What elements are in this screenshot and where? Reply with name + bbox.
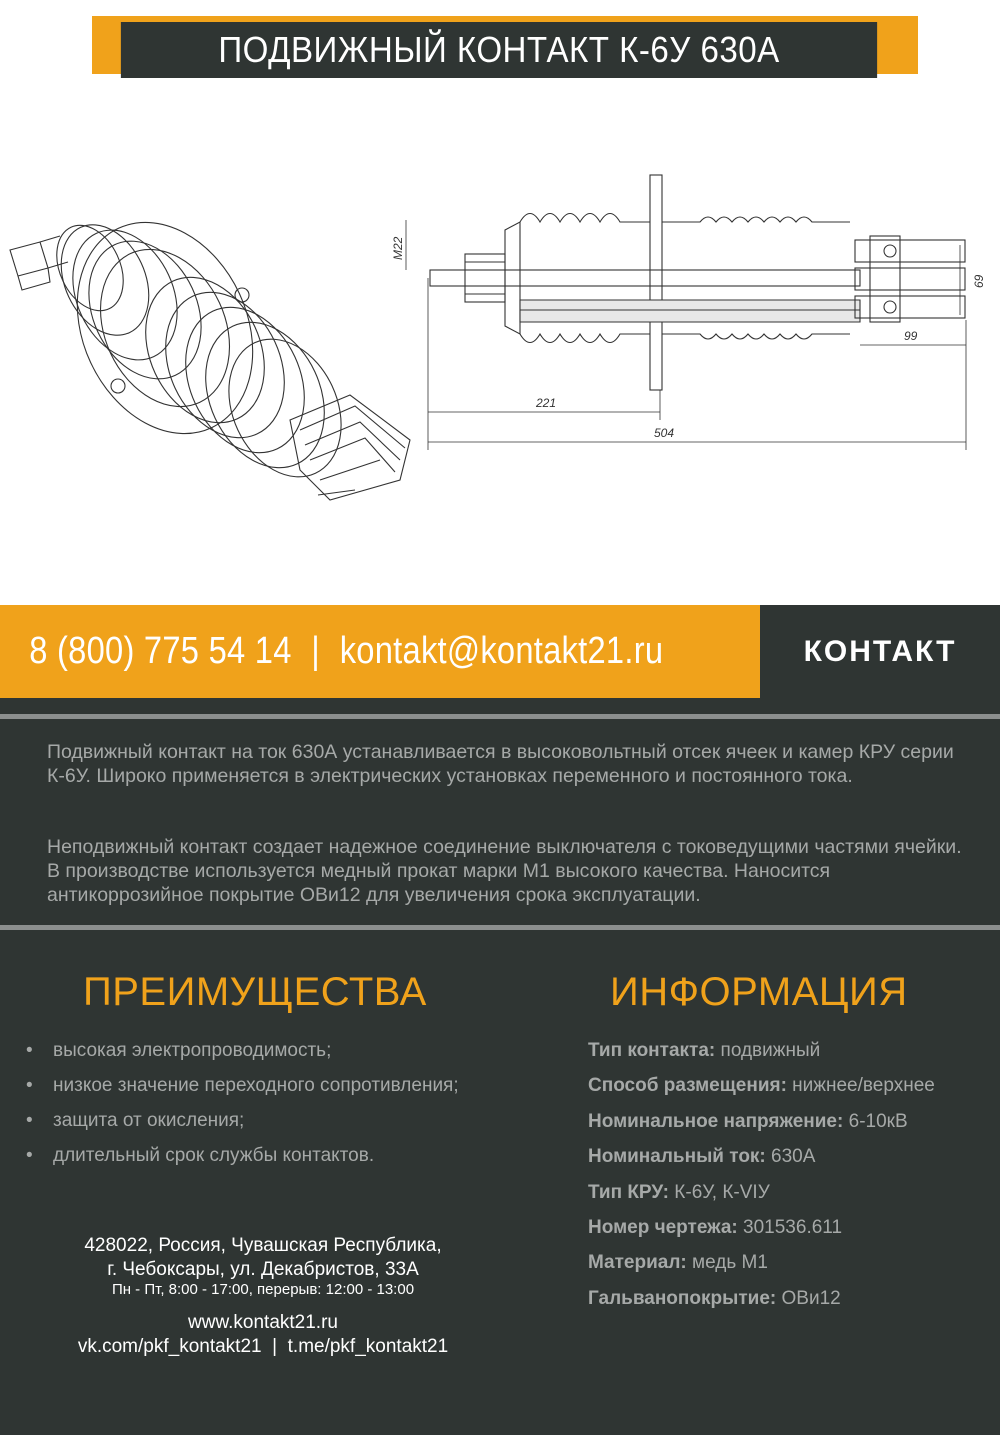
info-row [588,1075,935,1110]
page-title-text: ПОДВИЖНЫЙ КОНТАКТ К-6У 630А [218,29,780,70]
info-row [588,1252,935,1287]
info-label: Тип контакта: [588,1040,716,1061]
description-paragraph-2: Неподвижный контакт создает надежное соединение выключателя с токоведущими частями ячейки. В производстве используется медный прокат марки М1 высокого качества. Наносится антикоррозийное покрытие ОВи12 для увеличения срока эксплуатации. [47,836,962,906]
info-label: Номинальный ток: [588,1146,766,1168]
bullet-icon: • [26,1110,33,1131]
info-row [588,1217,935,1252]
contact-bar [0,605,760,698]
bullet-icon: • [26,1075,33,1096]
dim-221: 221 [536,396,557,410]
list-item [26,1145,459,1180]
info-label: Материал: [588,1252,687,1274]
bullet-icon: • [26,1040,33,1061]
info-value: ОВи12 [776,1287,841,1309]
advantages-list [26,1040,459,1180]
technical-drawing [0,150,1000,550]
dim-m22: M22 [391,236,405,260]
email-link[interactable]: kontakt@kontakt21.ru [339,630,664,672]
address-line-1: 428022, Россия, Чувашская Республика, [84,1235,442,1256]
section-view [430,175,965,390]
divider-middle [0,925,1000,930]
list-item [26,1110,459,1145]
info-label: Номинальное напряжение: [588,1110,844,1132]
list-item-text: длительный срок службы контактов. [53,1145,375,1166]
logo [760,605,1000,698]
website-link[interactable]: www.kontakt21.ru [188,1312,338,1333]
info-row [588,1288,935,1323]
dim-99: 99 [904,329,918,343]
info-row [588,1146,935,1181]
info-label: Номер чертежа: [588,1216,738,1238]
working-hours: Пн - Пт, 8:00 - 17:00, перерыв: 12:00 - 13:00 [111,1281,415,1298]
info-row [588,1040,935,1075]
information-heading: ИНФОРМАЦИЯ [610,970,908,1014]
info-label: Гальванопокрытие: [588,1287,777,1309]
info-value: медь М1 [686,1252,768,1274]
social-links[interactable]: vk.com/pkf_kontakt21 | t.me/pkf_kontakt21 [77,1336,449,1357]
list-item-text: высокая электропроводимость; [53,1040,332,1061]
description-paragraph-1: Подвижный контакт на ток 630А устанавливается в высоковольтный отсек ячеек и камер КРУ серии К-6У. Широко применяется в электрических установках переменного и постоянного тока. [47,741,954,787]
info-value: 301536.611 [737,1216,843,1238]
info-label: Тип КРУ: [588,1181,670,1203]
list-item-text: защита от окисления; [53,1110,245,1131]
address-line-2: г. Чебоксары, ул. Декабристов, 33А [107,1259,419,1280]
dim-504: 504 [654,426,675,440]
contact-separator: | [311,630,321,672]
info-value: К-6У, К-VIУ [669,1181,770,1203]
info-value: подвижный [715,1040,821,1061]
info-value: нижнее/верхнее [786,1075,935,1097]
logo-text: КОНТАКТ [803,634,957,668]
info-value: 6-10кВ [843,1110,908,1132]
advantages-heading: ПРЕИМУЩЕСТВА [83,970,427,1014]
list-item [26,1040,459,1075]
contact-text [0,630,663,673]
info-value: 630А [765,1146,816,1168]
bullet-icon: • [26,1145,33,1166]
information-list [588,1040,935,1323]
info-row [588,1111,935,1146]
list-item-text: низкое значение переходного сопротивления; [53,1075,459,1096]
dim-69: 69 [972,274,986,288]
divider-top [0,714,1000,719]
phone-link[interactable]: 8 (800) 775 54 14 [29,630,292,672]
list-item [26,1075,459,1110]
info-row [588,1182,935,1217]
info-label: Способ размещения: [588,1075,787,1097]
page-title [121,22,877,78]
isometric-view [10,194,410,500]
